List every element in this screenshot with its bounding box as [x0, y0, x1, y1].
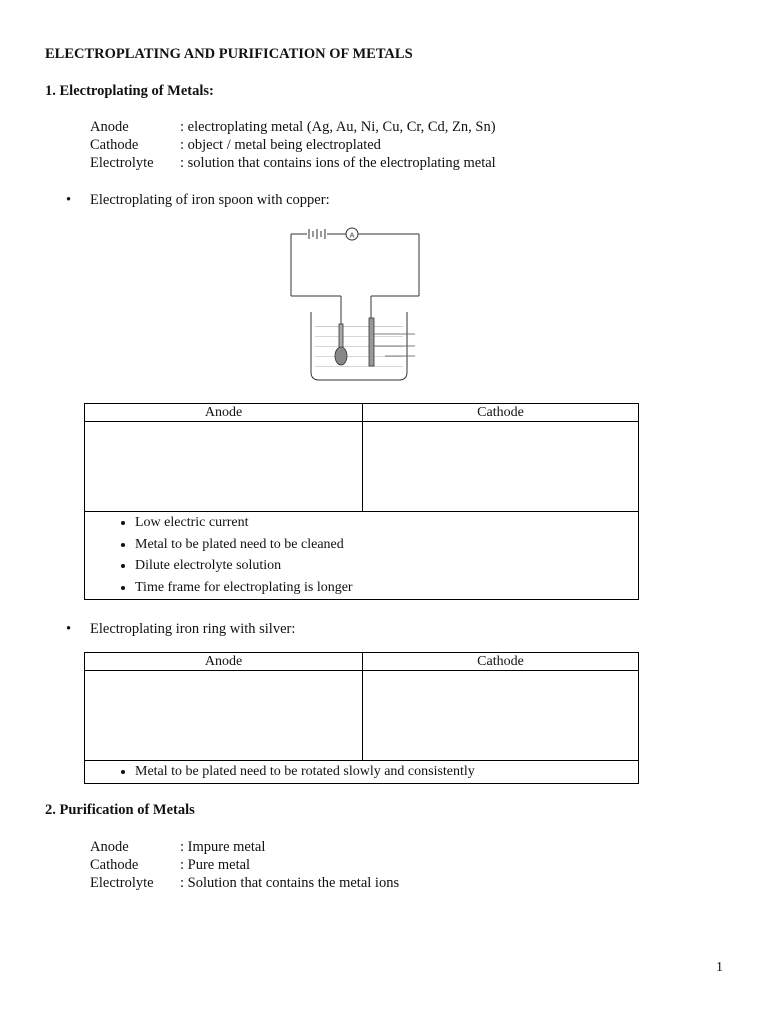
- bullet-text: Electroplating iron ring with silver:: [90, 621, 296, 637]
- table-notes-cell: [85, 761, 639, 784]
- table-header-cathode: Cathode: [363, 404, 639, 422]
- ring-electroplating-table: [84, 652, 639, 784]
- electrolyte-solution: [315, 326, 403, 367]
- table-cell-cathode-answer[interactable]: [363, 671, 639, 761]
- bullet-icon: •: [66, 192, 72, 208]
- bullet-text: Electroplating of iron spoon with copper:: [90, 192, 330, 208]
- iron-spoon-icon: [335, 324, 347, 365]
- definition-term: Cathode: [90, 857, 139, 873]
- list-item: • Metal to be plated need to be cleaned: [135, 534, 638, 556]
- page-number: 1: [716, 960, 723, 975]
- ammeter-label: A: [349, 231, 355, 240]
- section-heading-purification: 2. Purification of Metals: [45, 802, 195, 818]
- definition-term: Anode: [90, 119, 129, 135]
- definition-desc: : object / metal being electroplated: [180, 137, 381, 153]
- definition-desc: : Solution that contains the metal ions: [180, 875, 400, 891]
- list-item: • Dilute electrolyte solution: [135, 555, 638, 577]
- page-title: ELECTROPLATING AND PURIFICATION OF METALS: [45, 46, 413, 62]
- table-notes-cell: [85, 512, 639, 600]
- table-cell-cathode-answer[interactable]: [363, 422, 639, 512]
- table-header-anode: Anode: [85, 653, 363, 671]
- table-cell-anode-answer[interactable]: [85, 422, 363, 512]
- bullet-icon: •: [66, 621, 72, 637]
- table-header-anode: Anode: [85, 404, 363, 422]
- definition-term: Electrolyte: [90, 155, 154, 171]
- definition-desc: : Pure metal: [180, 857, 251, 873]
- definition-desc: : Impure metal: [180, 839, 266, 855]
- notes-list: [85, 512, 638, 598]
- list-item: • Time frame for electroplating is longer: [135, 577, 638, 599]
- list-item: • Metal to be plated need to be rotated slowly and consistently: [135, 761, 638, 783]
- electroplating-apparatus-diagram: [285, 222, 465, 384]
- definition-desc: : electroplating metal (Ag, Au, Ni, Cu, Cr, Cd, Zn, Sn): [180, 119, 496, 135]
- definition-term: Cathode: [90, 137, 139, 153]
- section-heading-electroplating: 1. Electroplating of Metals:: [45, 83, 214, 99]
- notes-list: [85, 761, 638, 783]
- bullet-item: [66, 620, 295, 638]
- table-cell-anode-answer[interactable]: [85, 671, 363, 761]
- copper-plate-icon: [369, 318, 374, 366]
- definition-desc: : solution that contains ions of the electroplating metal: [180, 155, 496, 171]
- table-header-cathode: Cathode: [363, 653, 639, 671]
- bullet-item: [66, 191, 330, 209]
- definition-term: Anode: [90, 839, 129, 855]
- definition-term: Electrolyte: [90, 875, 154, 891]
- spoon-electroplating-table: [84, 403, 639, 600]
- battery-icon: [309, 229, 325, 239]
- list-item: • Low electric current: [135, 512, 638, 534]
